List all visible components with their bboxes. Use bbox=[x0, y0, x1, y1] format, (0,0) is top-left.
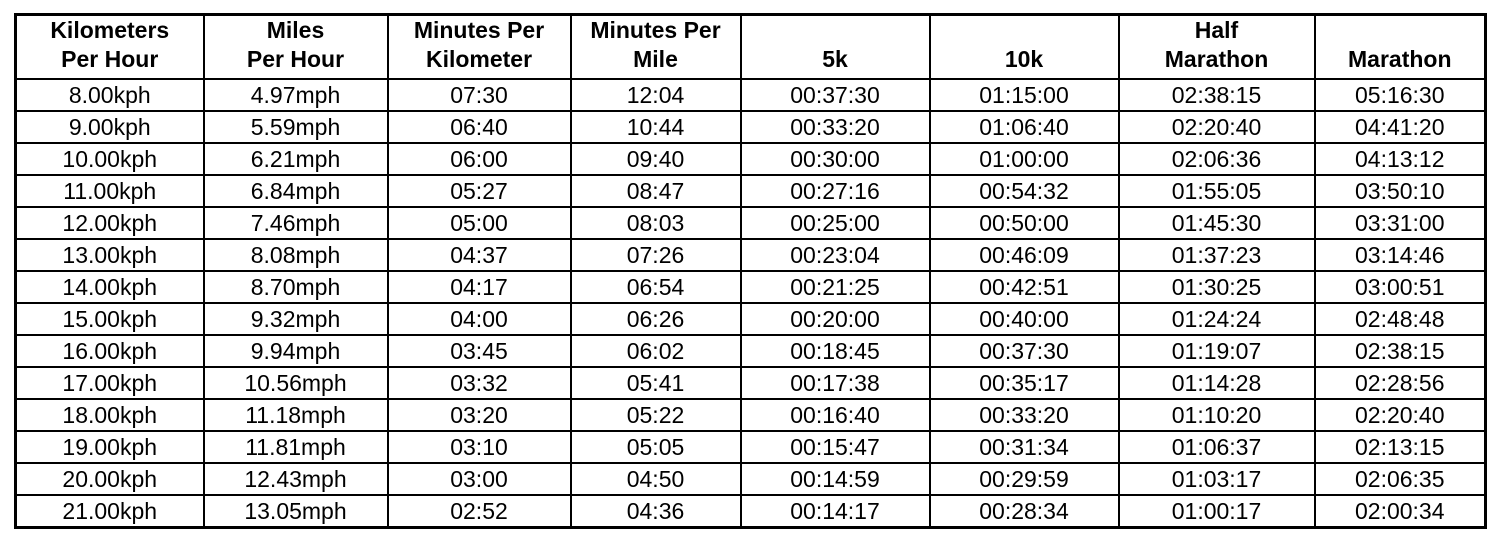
table-row bbox=[16, 239, 1486, 271]
column-header-line: Kilometers bbox=[50, 17, 170, 43]
column-header-line: 10k bbox=[1004, 46, 1044, 72]
table-cell: 03:00:51 bbox=[1315, 271, 1486, 303]
column-header bbox=[16, 15, 204, 80]
table-cell: 13.00kph bbox=[16, 239, 204, 271]
table-cell: 00:37:30 bbox=[930, 335, 1119, 367]
table-row bbox=[16, 335, 1486, 367]
table-cell: 5.59mph bbox=[204, 111, 388, 143]
table-cell: 04:41:20 bbox=[1315, 111, 1486, 143]
table-cell: 8.00kph bbox=[16, 79, 204, 111]
table-cell: 10.56mph bbox=[204, 367, 388, 399]
table-cell: 6.21mph bbox=[204, 143, 388, 175]
table-cell: 08:03 bbox=[571, 207, 741, 239]
table-cell: 01:14:28 bbox=[1119, 367, 1315, 399]
table-cell: 00:54:32 bbox=[930, 175, 1119, 207]
table-cell: 00:35:17 bbox=[930, 367, 1119, 399]
table-cell: 05:27 bbox=[388, 175, 571, 207]
table-cell: 02:48:48 bbox=[1315, 303, 1486, 335]
table-cell: 08:47 bbox=[571, 175, 741, 207]
table-cell: 05:22 bbox=[571, 399, 741, 431]
pace-conversion-table bbox=[14, 13, 1487, 529]
table-row bbox=[16, 399, 1486, 431]
table-cell: 02:28:56 bbox=[1315, 367, 1486, 399]
table-cell: 18.00kph bbox=[16, 399, 204, 431]
table-cell: 01:30:25 bbox=[1119, 271, 1315, 303]
table-cell: 05:41 bbox=[571, 367, 741, 399]
column-header-line: Half bbox=[1194, 17, 1239, 43]
table-cell: 03:45 bbox=[388, 335, 571, 367]
table-cell: 8.08mph bbox=[204, 239, 388, 271]
table-cell: 00:42:51 bbox=[930, 271, 1119, 303]
column-header-line: Minutes Per bbox=[590, 17, 721, 43]
column-header bbox=[1315, 15, 1486, 80]
table-cell: 11.81mph bbox=[204, 431, 388, 463]
table-cell: 00:16:40 bbox=[741, 399, 930, 431]
table-cell: 06:26 bbox=[571, 303, 741, 335]
table-cell: 04:00 bbox=[388, 303, 571, 335]
table-row bbox=[16, 431, 1486, 463]
table-cell: 03:14:46 bbox=[1315, 239, 1486, 271]
table-cell: 00:27:16 bbox=[741, 175, 930, 207]
table-cell: 00:50:00 bbox=[930, 207, 1119, 239]
table-cell: 00:18:45 bbox=[741, 335, 930, 367]
table-cell: 01:19:07 bbox=[1119, 335, 1315, 367]
table-row bbox=[16, 271, 1486, 303]
table-cell: 00:20:00 bbox=[741, 303, 930, 335]
table-cell: 05:05 bbox=[571, 431, 741, 463]
table-cell: 12:04 bbox=[571, 79, 741, 111]
column-header-line: Miles bbox=[266, 17, 325, 43]
table-cell: 02:06:36 bbox=[1119, 143, 1315, 175]
table-row bbox=[16, 303, 1486, 335]
table-cell: 00:30:00 bbox=[741, 143, 930, 175]
column-header-line: Minutes Per bbox=[413, 17, 545, 43]
column-header-line: Marathon bbox=[1348, 46, 1452, 72]
table-cell: 02:20:40 bbox=[1119, 111, 1315, 143]
table-cell: 01:24:24 bbox=[1119, 303, 1315, 335]
table-cell: 00:29:59 bbox=[930, 463, 1119, 495]
table-cell: 01:37:23 bbox=[1119, 239, 1315, 271]
column-header-line: 5k bbox=[822, 46, 848, 72]
table-cell: 02:38:15 bbox=[1315, 335, 1486, 367]
table-cell: 00:25:00 bbox=[741, 207, 930, 239]
table-header bbox=[16, 15, 1486, 80]
table-cell: 8.70mph bbox=[204, 271, 388, 303]
column-header-line: Mile bbox=[633, 46, 678, 72]
table-cell: 00:21:25 bbox=[741, 271, 930, 303]
table-cell: 9.32mph bbox=[204, 303, 388, 335]
table-cell: 12.00kph bbox=[16, 207, 204, 239]
table-cell: 00:14:17 bbox=[741, 495, 930, 528]
table-cell: 06:54 bbox=[571, 271, 741, 303]
table-cell: 07:26 bbox=[571, 239, 741, 271]
column-header bbox=[571, 15, 741, 80]
table-cell: 19.00kph bbox=[16, 431, 204, 463]
table-row bbox=[16, 495, 1486, 528]
table-cell: 04:50 bbox=[571, 463, 741, 495]
column-header-line: Per Hour bbox=[246, 46, 345, 72]
table-cell: 05:16:30 bbox=[1315, 79, 1486, 111]
table-cell: 03:50:10 bbox=[1315, 175, 1486, 207]
table-cell: 02:20:40 bbox=[1315, 399, 1486, 431]
table-cell: 01:03:17 bbox=[1119, 463, 1315, 495]
column-header bbox=[204, 15, 388, 80]
table-row bbox=[16, 143, 1486, 175]
column-header bbox=[1119, 15, 1315, 80]
table-row bbox=[16, 463, 1486, 495]
table-cell: 21.00kph bbox=[16, 495, 204, 528]
column-header bbox=[930, 15, 1119, 80]
table-cell: 00:15:47 bbox=[741, 431, 930, 463]
table-cell: 14.00kph bbox=[16, 271, 204, 303]
table-cell: 03:31:00 bbox=[1315, 207, 1486, 239]
table-cell: 01:00:17 bbox=[1119, 495, 1315, 528]
table-cell: 00:23:04 bbox=[741, 239, 930, 271]
header-row bbox=[16, 15, 1486, 80]
table-cell: 00:40:00 bbox=[930, 303, 1119, 335]
table-cell: 7.46mph bbox=[204, 207, 388, 239]
table-cell: 03:32 bbox=[388, 367, 571, 399]
table-cell: 03:00 bbox=[388, 463, 571, 495]
table-cell: 01:06:37 bbox=[1119, 431, 1315, 463]
table-cell: 12.43mph bbox=[204, 463, 388, 495]
table-cell: 00:33:20 bbox=[930, 399, 1119, 431]
column-header-line: Kilometer bbox=[425, 46, 533, 72]
table-cell: 01:55:05 bbox=[1119, 175, 1315, 207]
table-cell: 01:15:00 bbox=[930, 79, 1119, 111]
table-cell: 02:52 bbox=[388, 495, 571, 528]
table-cell: 00:17:38 bbox=[741, 367, 930, 399]
table-cell: 20.00kph bbox=[16, 463, 204, 495]
table-cell: 06:02 bbox=[571, 335, 741, 367]
table-cell: 04:13:12 bbox=[1315, 143, 1486, 175]
table-cell: 02:06:35 bbox=[1315, 463, 1486, 495]
table-cell: 03:10 bbox=[388, 431, 571, 463]
table-cell: 4.97mph bbox=[204, 79, 388, 111]
column-header bbox=[388, 15, 571, 80]
table-cell: 17.00kph bbox=[16, 367, 204, 399]
table-cell: 06:40 bbox=[388, 111, 571, 143]
table-cell: 01:45:30 bbox=[1119, 207, 1315, 239]
table-cell: 04:37 bbox=[388, 239, 571, 271]
column-header bbox=[741, 15, 930, 80]
table-row bbox=[16, 207, 1486, 239]
table-cell: 02:00:34 bbox=[1315, 495, 1486, 528]
table-cell: 00:46:09 bbox=[930, 239, 1119, 271]
table-cell: 6.84mph bbox=[204, 175, 388, 207]
table-cell: 00:37:30 bbox=[741, 79, 930, 111]
table-cell: 00:33:20 bbox=[741, 111, 930, 143]
table-cell: 13.05mph bbox=[204, 495, 388, 528]
table-cell: 15.00kph bbox=[16, 303, 204, 335]
table-cell: 9.94mph bbox=[204, 335, 388, 367]
table-cell: 16.00kph bbox=[16, 335, 204, 367]
table-cell: 05:00 bbox=[388, 207, 571, 239]
table-row bbox=[16, 175, 1486, 207]
table-cell: 09:40 bbox=[571, 143, 741, 175]
table-row bbox=[16, 367, 1486, 399]
table-cell: 01:00:00 bbox=[930, 143, 1119, 175]
table-cell: 10:44 bbox=[571, 111, 741, 143]
table-cell: 11.00kph bbox=[16, 175, 204, 207]
table-row bbox=[16, 79, 1486, 111]
table-body bbox=[16, 79, 1486, 528]
table-cell: 02:13:15 bbox=[1315, 431, 1486, 463]
table-cell: 01:06:40 bbox=[930, 111, 1119, 143]
table-cell: 06:00 bbox=[388, 143, 571, 175]
table-cell: 04:17 bbox=[388, 271, 571, 303]
table-cell: 01:10:20 bbox=[1119, 399, 1315, 431]
table-cell: 04:36 bbox=[571, 495, 741, 528]
table-cell: 00:14:59 bbox=[741, 463, 930, 495]
table-cell: 00:31:34 bbox=[930, 431, 1119, 463]
table-cell: 07:30 bbox=[388, 79, 571, 111]
table-cell: 11.18mph bbox=[204, 399, 388, 431]
table-cell: 10.00kph bbox=[16, 143, 204, 175]
table-row bbox=[16, 111, 1486, 143]
column-header-line: Per Hour bbox=[61, 46, 159, 72]
table-cell: 9.00kph bbox=[16, 111, 204, 143]
table-cell: 03:20 bbox=[388, 399, 571, 431]
table-cell: 02:38:15 bbox=[1119, 79, 1315, 111]
table-cell: 00:28:34 bbox=[930, 495, 1119, 528]
column-header-line: Marathon bbox=[1164, 46, 1269, 72]
